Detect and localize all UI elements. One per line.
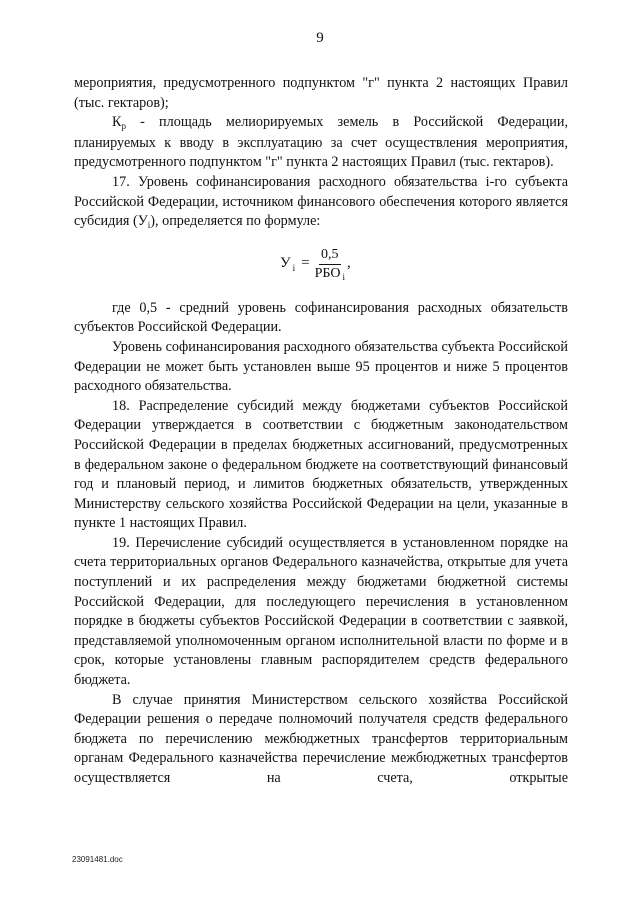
item-17-subscript: i	[147, 220, 151, 231]
paragraph-item-19: 19. Перечисление субсидий осуществляется в установленном порядке на счета территориальных органов Федерального казначейства, открытые для учета поступлений и их распределения между бюджетами бюджетной системы Российской Федерации, для последующего перечисления в установленном порядке в бюджеты субъектов Российской Федерации в соответствии с заявкой, представляемой уполномоченным органом исполнительной власти по форме и в срок, которые установлены главным распорядителем средств федерального бюджета.	[74, 534, 568, 689]
paragraph-delegation: В случае принятия Министерством сельского хозяйства Российской Федерации решения о передаче полномочий получателя средств федерального бюджета по перечислению межбюджетных трансфертов территориальным органам Федерального казначейства перечисление межбюджетных трансфертов осуществляется на счета, открытые	[74, 691, 568, 786]
kr-definition-text: - площадь мелиорируемых земель в Российской Федерации, планируемых к вводу в эксплуатацию за счет осуществления мероприятия, предусмотренного подпунктом "г" пункта 2 настоящих Правил (тыс. гектаров).	[74, 114, 568, 171]
paragraph-item-18: 18. Распределение субсидий между бюджетами субъектов Российской Федерации утверждается в соответствии с бюджетным законодательством Российской Федерации в пределах бюджетных ассигнований, предусмотренных в федеральном законе о федеральном бюджете на соответствующий финансовый год и плановый период, и лимитов бюджетных обязательств, утвержденных Министерству сельского хозяйства Российской Федерации на цели, указанные в пункте 1 настоящих Правил.	[74, 397, 568, 532]
item-17-text: 17. Уровень софинансирования расходного обязательства i-го субъекта Российской Федерации, источником финансового обеспечения которого является субсидия (У	[74, 173, 568, 230]
formula	[280, 247, 351, 282]
formula-lhs-subscript: i	[292, 262, 296, 273]
paragraph-cofinancing-limits: Уровень софинансирования расходного обязательства субъекта Российской Федерации не может быть установлен выше 95 процентов и ниже 5 процентов расходного обязательства.	[74, 338, 568, 395]
page-number: 9	[316, 30, 324, 46]
paragraph-item-17	[74, 173, 568, 233]
paragraph-formula-explanation: где 0,5 - средний уровень софинансирования расходных обязательств субъектов Российской Федерации.	[74, 299, 568, 336]
formula-equals: =	[301, 255, 310, 272]
paragraph-continuation: мероприятия, предусмотренного подпунктом "г" пункта 2 настоящих Правил (тыс. гектаров);	[74, 75, 568, 111]
document-body	[74, 74, 568, 789]
kr-symbol: К	[112, 114, 122, 131]
formula-block	[74, 233, 568, 299]
formula-lhs-symbol: У	[280, 254, 291, 271]
item-17-end: ), определяется по формуле:	[150, 213, 321, 230]
paragraph-kr-definition	[74, 113, 568, 173]
kr-symbol-subscript: р	[121, 121, 126, 132]
formula-numerator: 0,5	[319, 247, 341, 265]
formula-denominator-symbol: РБО	[314, 265, 341, 281]
formula-denominator-subscript: i	[342, 271, 345, 282]
formula-denominator	[315, 265, 345, 282]
formula-fraction	[315, 247, 345, 282]
footer-filename: 23091481.doc	[72, 855, 123, 864]
formula-comma: ,	[346, 255, 351, 272]
formula-lhs	[280, 254, 295, 275]
